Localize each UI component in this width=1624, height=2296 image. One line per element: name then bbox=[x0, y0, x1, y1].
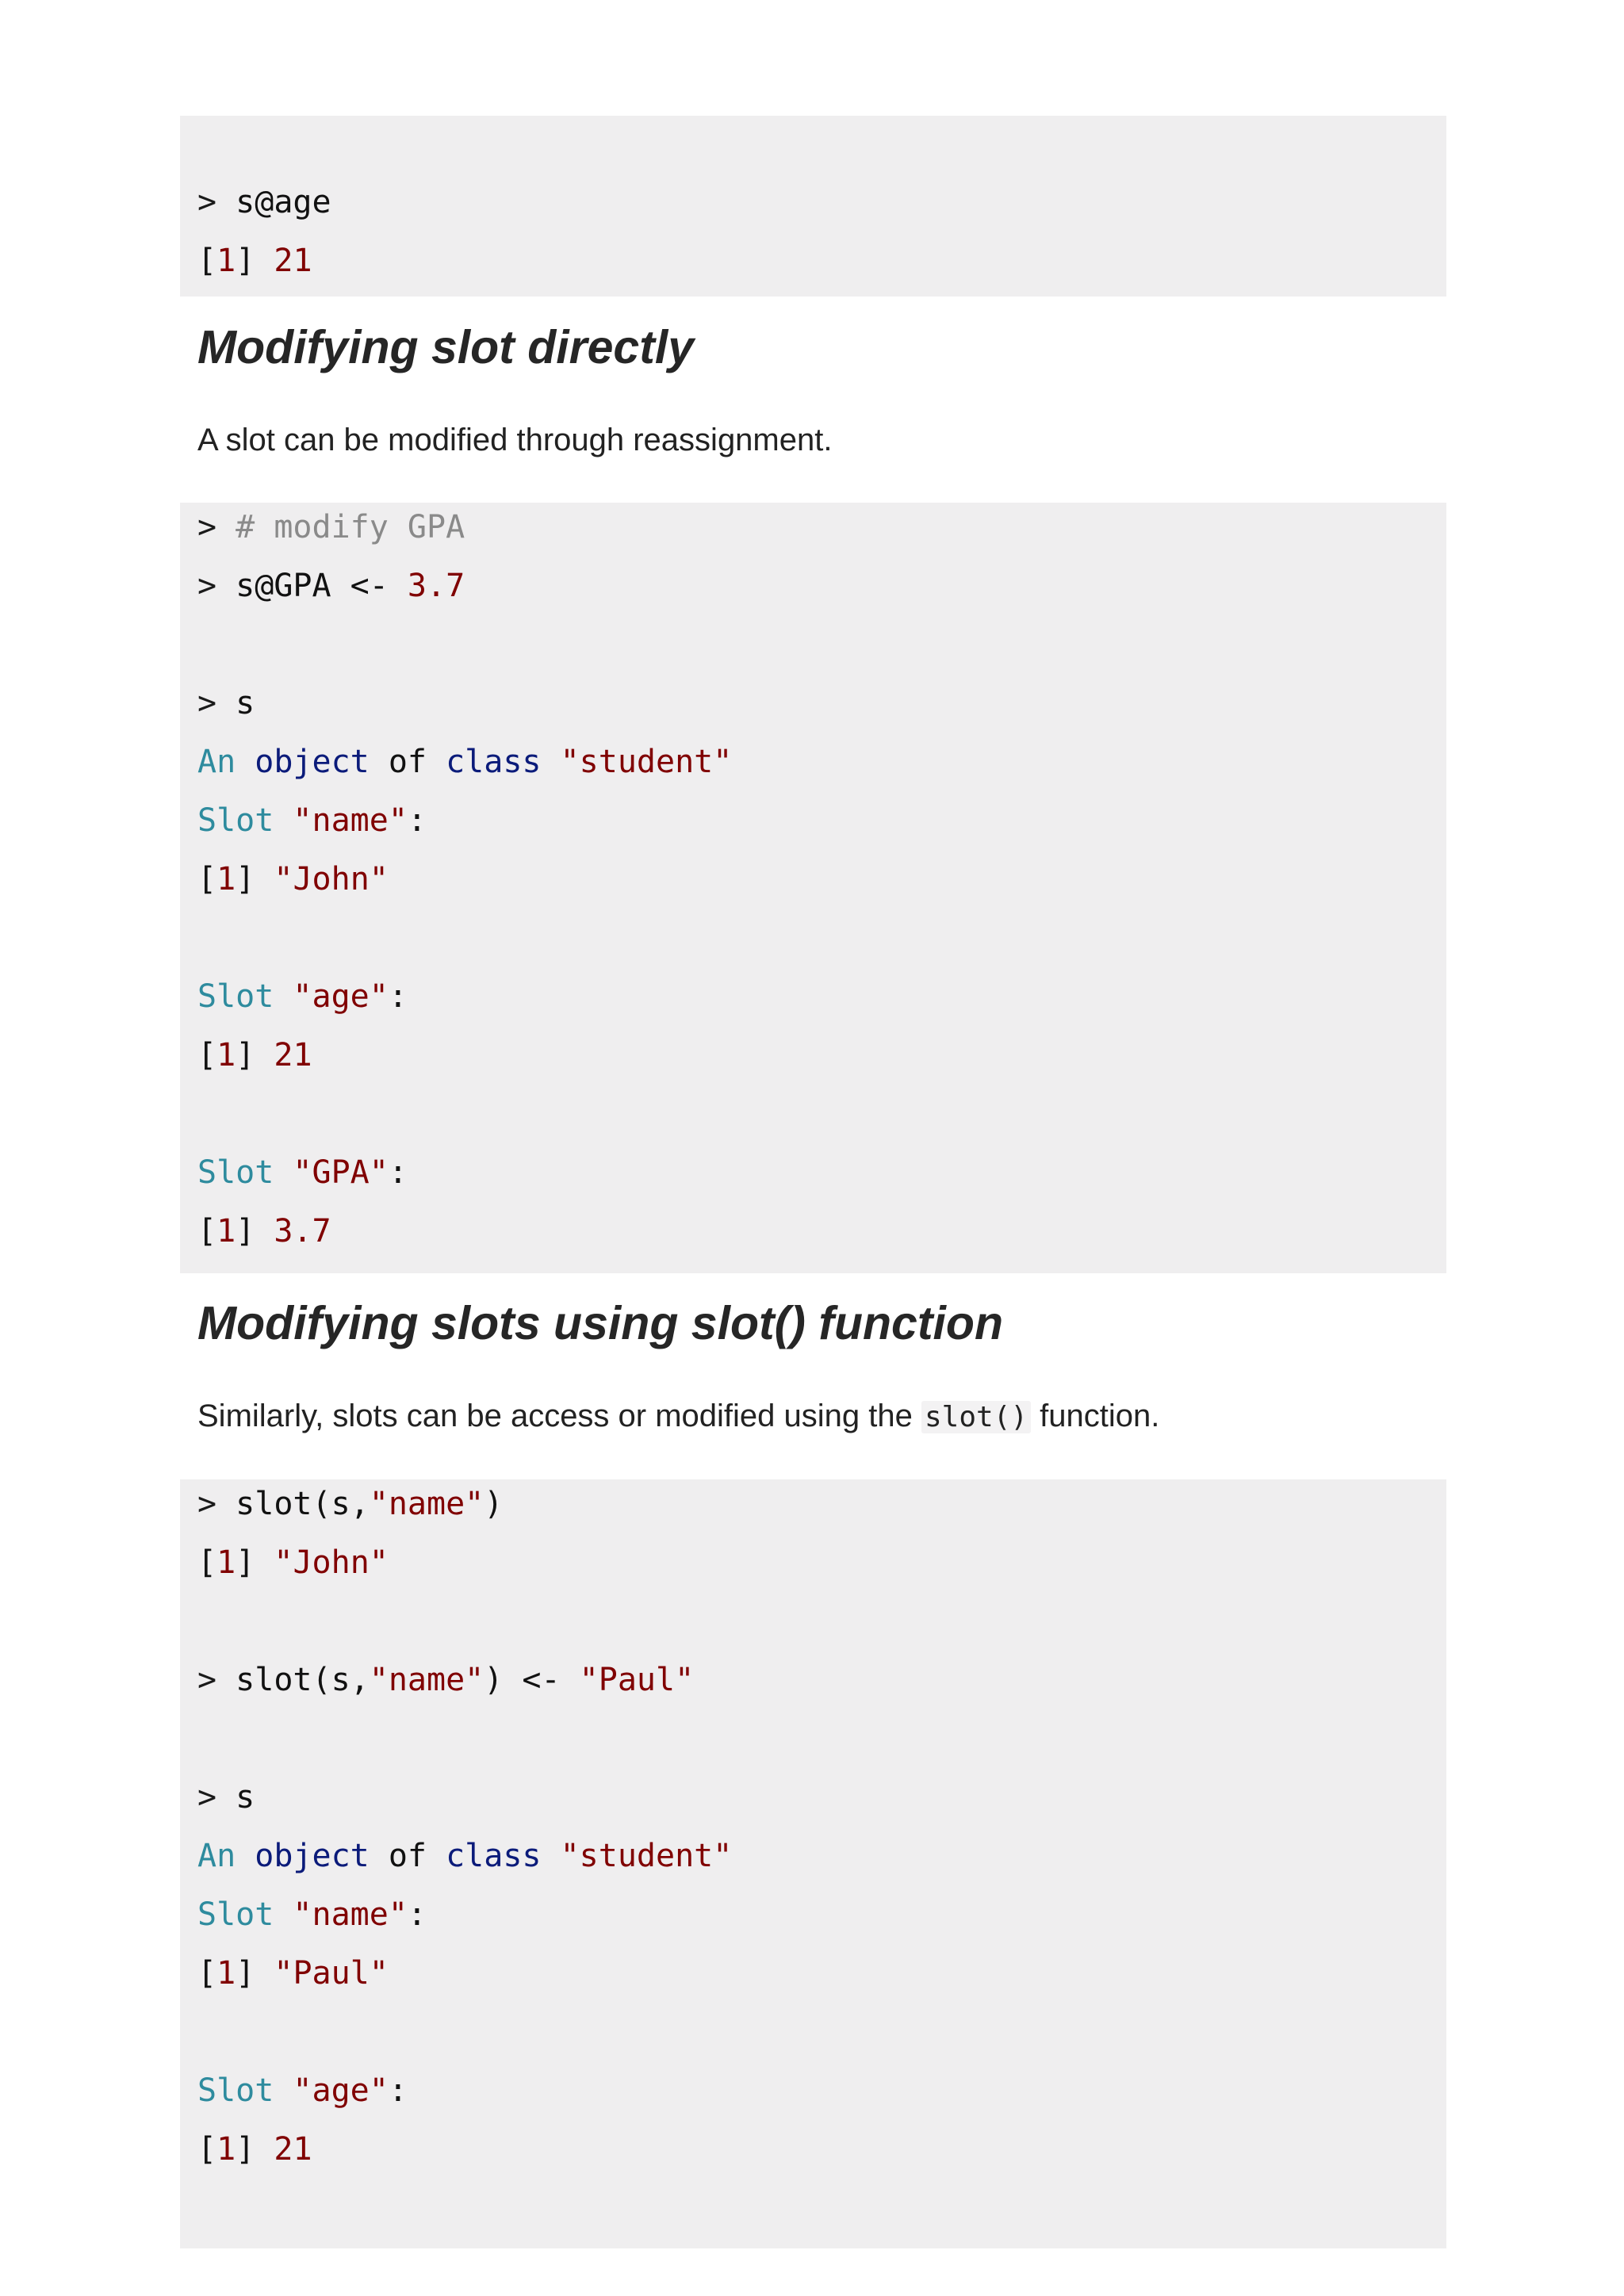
code-token-num: 21 bbox=[274, 2131, 312, 2168]
code-token-str: "student" bbox=[560, 744, 733, 780]
code-token-plain: of bbox=[388, 1838, 446, 1874]
code-token-kw1: Slot bbox=[197, 1154, 293, 1191]
code-token-bracket: ] bbox=[236, 1213, 274, 1249]
code-token-plain: slot(s, bbox=[236, 1662, 370, 1698]
code-line bbox=[197, 241, 312, 281]
paragraph-text-before: Similarly, slots can be access or modified using the bbox=[197, 1399, 921, 1433]
code-line bbox=[197, 683, 255, 723]
paragraph-reassignment: A slot can be modified through reassignment. bbox=[197, 423, 833, 457]
code-token-num: 1 bbox=[216, 1037, 236, 1073]
code-token-kw1: Slot bbox=[197, 2072, 293, 2109]
inline-code-slot: slot() bbox=[921, 1401, 1031, 1433]
code-token-str: "GPA" bbox=[293, 1154, 389, 1191]
code-line bbox=[197, 801, 427, 840]
code-token-num: 3.7 bbox=[274, 1213, 331, 1249]
code-token-bracket: ] bbox=[236, 861, 274, 897]
code-token-plain: slot(s, bbox=[236, 1486, 370, 1522]
code-token-num: 1 bbox=[216, 1544, 236, 1581]
code-line bbox=[197, 977, 408, 1016]
code-token-str: "name" bbox=[293, 802, 408, 839]
code-token-plain: s@GPA <- bbox=[236, 568, 408, 604]
code-line bbox=[197, 1660, 694, 1700]
code-token-bracket: [ bbox=[197, 861, 217, 897]
code-token-bracket: [ bbox=[197, 1955, 217, 1992]
code-line bbox=[197, 1895, 427, 1934]
code-line bbox=[197, 1211, 331, 1251]
code-token-num: 1 bbox=[216, 2131, 236, 2168]
section-heading-modifying-slot-directly: Modifying slot directly bbox=[197, 321, 695, 373]
code-token-str: "Paul" bbox=[579, 1662, 695, 1698]
code-token-str: "John" bbox=[274, 1544, 389, 1581]
code-block-slot-function bbox=[180, 1479, 1446, 2248]
code-token-str: "name" bbox=[369, 1486, 485, 1522]
code-block-slot-access bbox=[180, 116, 1446, 297]
code-token-num: 3.7 bbox=[407, 568, 465, 604]
code-token-bracket: ] bbox=[236, 1037, 274, 1073]
code-token-prompt: > bbox=[197, 1779, 236, 1816]
code-token-bracket: [ bbox=[197, 1544, 217, 1581]
code-line bbox=[197, 1153, 408, 1192]
code-line bbox=[197, 182, 331, 222]
code-token-bracket: ] bbox=[236, 243, 274, 279]
code-token-str: "name" bbox=[293, 1896, 408, 1933]
code-token-prompt: > bbox=[197, 509, 236, 545]
code-token-plain: s bbox=[236, 685, 255, 721]
code-block-modify-gpa bbox=[180, 503, 1446, 1273]
code-token-kw2: object bbox=[255, 744, 389, 780]
code-token-str: "name" bbox=[369, 1662, 485, 1698]
code-token-plain: of bbox=[388, 744, 446, 780]
code-line bbox=[197, 1954, 389, 1993]
code-token-plain: : bbox=[407, 802, 427, 839]
code-token-num: 1 bbox=[216, 1955, 236, 1992]
code-token-bracket: [ bbox=[197, 243, 217, 279]
code-token-kw2: class bbox=[446, 744, 561, 780]
code-line bbox=[197, 1035, 312, 1075]
code-token-bracket: [ bbox=[197, 1037, 217, 1073]
code-token-bracket: [ bbox=[197, 1213, 217, 1249]
code-line bbox=[197, 742, 732, 782]
code-token-kw1: Slot bbox=[197, 1896, 293, 1933]
code-token-str: "age" bbox=[293, 978, 389, 1015]
code-token-bracket: ] bbox=[236, 1544, 274, 1581]
code-token-kw2: class bbox=[446, 1838, 561, 1874]
code-token-prompt: > bbox=[197, 1486, 236, 1522]
code-token-kw1: Slot bbox=[197, 802, 293, 839]
code-token-bracket: ] bbox=[236, 2131, 274, 2168]
code-token-prompt: > bbox=[197, 568, 236, 604]
code-token-bracket: [ bbox=[197, 2131, 217, 2168]
code-token-kw1: An bbox=[197, 1838, 255, 1874]
code-line bbox=[197, 1484, 503, 1524]
code-token-num: 21 bbox=[274, 1037, 312, 1073]
paragraph-slot-function bbox=[197, 1396, 1159, 1437]
code-line bbox=[197, 2130, 312, 2169]
code-token-kw2: object bbox=[255, 1838, 389, 1874]
code-token-plain: s@age bbox=[236, 184, 331, 220]
code-line bbox=[197, 859, 389, 899]
code-line bbox=[197, 1543, 389, 1582]
code-token-plain: : bbox=[388, 978, 408, 1015]
code-token-plain: : bbox=[388, 1154, 408, 1191]
code-token-comment: # modify GPA bbox=[236, 509, 465, 545]
code-token-prompt: > bbox=[197, 1662, 236, 1698]
paragraph-text-after: function. bbox=[1031, 1399, 1160, 1433]
code-token-num: 1 bbox=[216, 243, 236, 279]
code-token-str: "Paul" bbox=[274, 1955, 389, 1992]
section-heading-modifying-slots-using-slot-function: Modifying slots using slot() function bbox=[197, 1297, 1003, 1349]
code-token-plain: s bbox=[236, 1779, 255, 1816]
code-token-kw1: An bbox=[197, 744, 255, 780]
code-line bbox=[197, 566, 465, 606]
code-token-plain: : bbox=[388, 2072, 408, 2109]
code-token-str: "John" bbox=[274, 861, 389, 897]
code-line bbox=[197, 1777, 255, 1817]
code-token-prompt: > bbox=[197, 685, 236, 721]
code-token-str: "student" bbox=[560, 1838, 733, 1874]
code-token-plain: ) bbox=[484, 1486, 504, 1522]
code-token-num: 21 bbox=[274, 243, 312, 279]
code-token-num: 1 bbox=[216, 1213, 236, 1249]
code-line bbox=[197, 2071, 408, 2110]
code-token-plain: : bbox=[407, 1896, 427, 1933]
code-token-plain: ) <- bbox=[484, 1662, 580, 1698]
code-token-bracket: ] bbox=[236, 1955, 274, 1992]
code-token-prompt: > bbox=[197, 184, 236, 220]
code-line bbox=[197, 507, 465, 547]
code-token-str: "age" bbox=[293, 2072, 389, 2109]
code-token-num: 1 bbox=[216, 861, 236, 897]
code-token-kw1: Slot bbox=[197, 978, 293, 1015]
code-line bbox=[197, 1836, 732, 1876]
